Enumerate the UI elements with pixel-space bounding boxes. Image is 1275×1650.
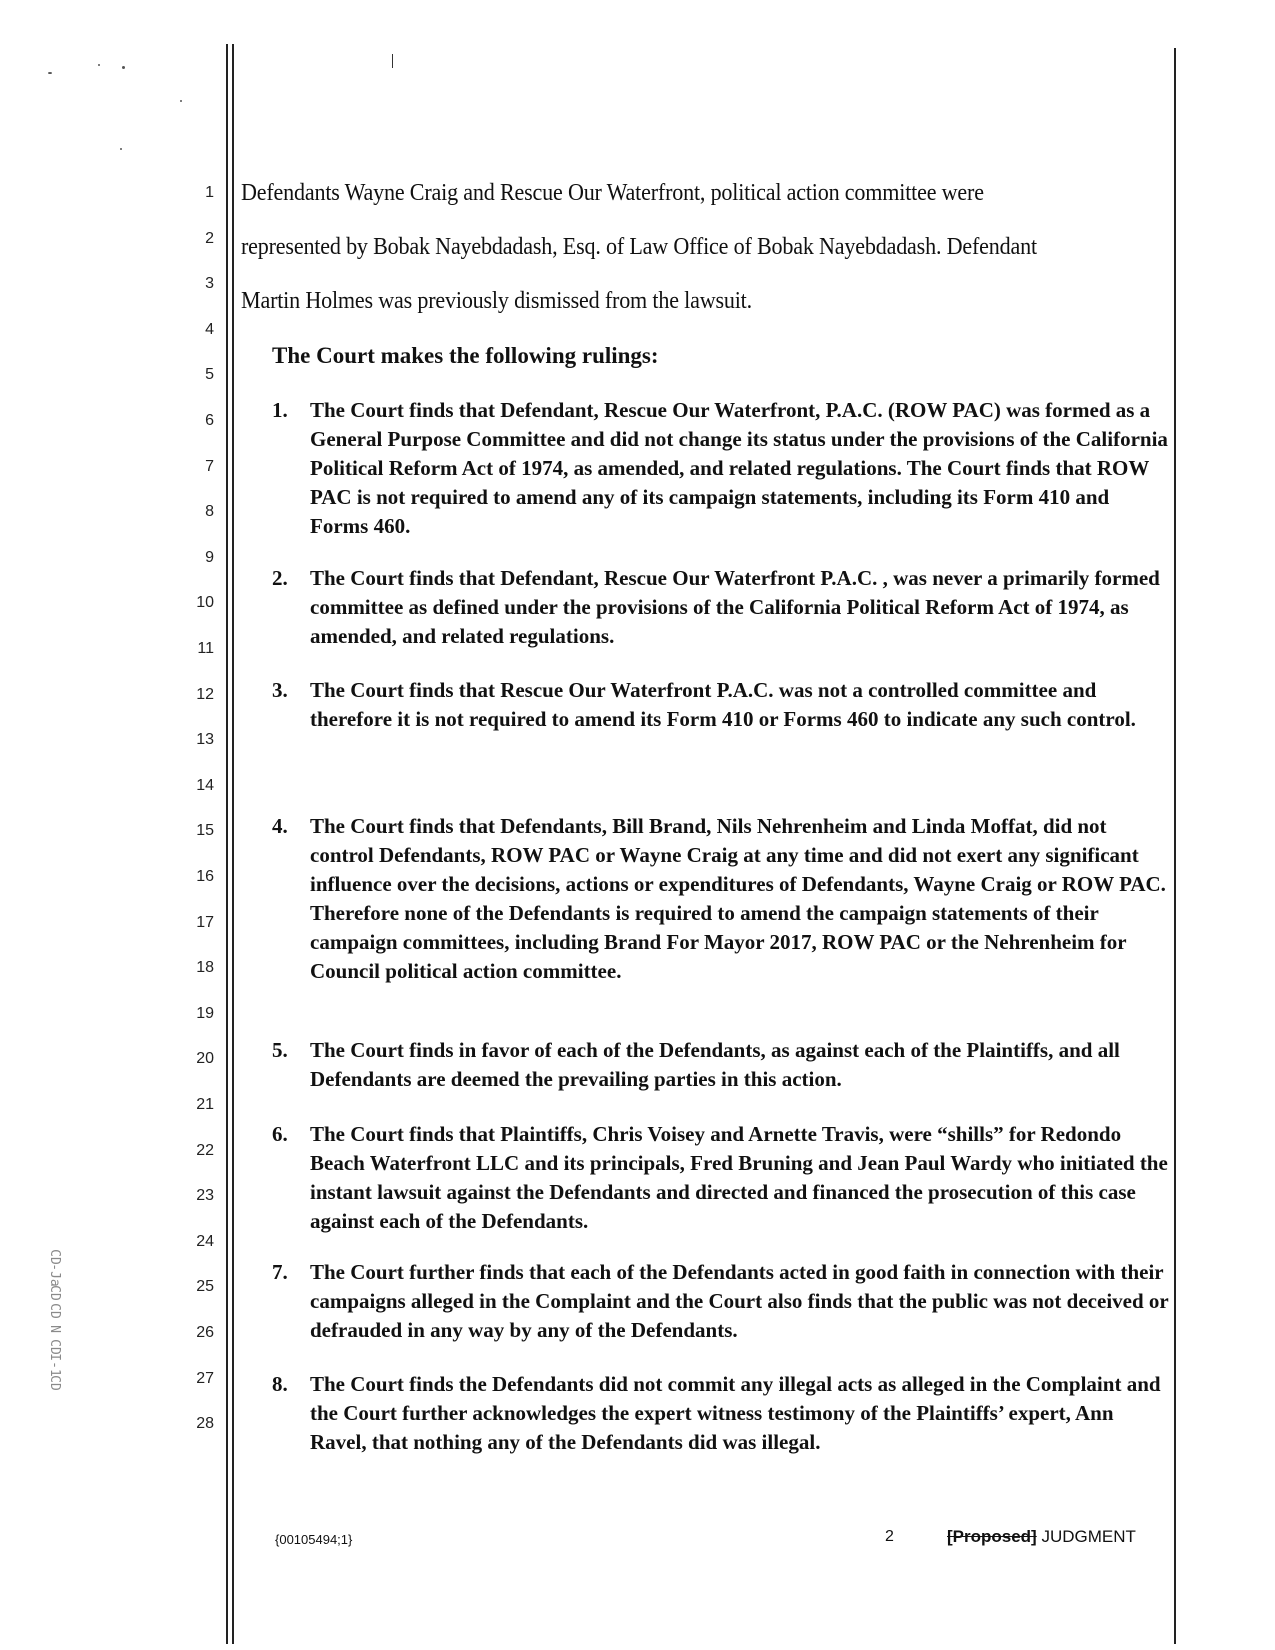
ruling-text: The Court finds the Defendants did not commit any illegal acts as alleged in the Complaint and the Court further acknowledges the expert witness testimony of the Plaintiffs’ expert, Ann Ravel, that nothing any of the Defendants did was illegal.	[310, 1372, 1161, 1454]
line-number: 18	[196, 959, 214, 976]
line-number: 28	[196, 1415, 214, 1432]
intro-line: Defendants Wayne Craig and Rescue Our Waterfront, political action committee were	[241, 180, 984, 206]
ruling-text: The Court finds that Rescue Our Waterfront P.A.C. was not a controlled committee and therefore it is not required to amend its Form 410 or Forms 460 to indicate any such control.	[310, 678, 1136, 731]
ruling-number: 7.	[272, 1260, 288, 1284]
line-number: 25	[196, 1278, 214, 1295]
document-id: {00105494;1}	[275, 1532, 353, 1547]
line-number: 16	[196, 868, 214, 885]
ruling-8	[272, 1370, 1172, 1457]
line-number: 1	[205, 184, 214, 201]
ruling-number: 4.	[272, 814, 288, 838]
line-number: 9	[205, 549, 214, 566]
ruling-text: The Court finds that Defendants, Bill Brand, Nils Nehrenheim and Linda Moffat, did not control Defendants, ROW PAC or Wayne Craig at any time and did not exert any significant influence over the decisions, actions or expenditures of Defendants, Wayne Craig or ROW PAC. Therefore none of the Defendants is required to amend the campaign statements of their campaign committees, including Brand For Mayor 2017, ROW PAC or the Nehrenheim for Council political action committee.	[310, 814, 1166, 983]
left-margin-rule-inner	[232, 44, 234, 1644]
intro-paragraph	[241, 166, 1097, 328]
line-number: 13	[196, 731, 214, 748]
line-number: 23	[196, 1187, 214, 1204]
ruling-text: The Court finds that Plaintiffs, Chris Voisey and Arnette Travis, were “shills” for Redondo Beach Waterfront LLC and its principals, Fred Bruning and Jean Paul Wardy who initiated the instant lawsuit against the Defendants and directed and financed the prosecution of this case against each of the Defendants.	[310, 1122, 1168, 1233]
line-number: 3	[205, 275, 214, 292]
ruling-text: The Court finds that Defendant, Rescue Our Waterfront, P.A.C. (ROW PAC) was formed as a General Purpose Committee and did not change its status under the provisions of the California Political Reform Act of 1974, as amended, and related regulations. The Court finds that ROW PAC is not required to amend any of its campaign statements, including its Form 410 and Forms 460.	[310, 398, 1168, 538]
scan-speck	[120, 148, 122, 150]
ruling-text: The Court finds in favor of each of the Defendants, as against each of the Plaintiffs, and all Defendants are deemed the prevailing parties in this action.	[310, 1038, 1120, 1091]
stamp-glyph: I-1	[47, 1353, 62, 1377]
line-number: 22	[196, 1142, 214, 1159]
ruling-1	[272, 396, 1172, 541]
stamp-glyph: N	[47, 1325, 62, 1333]
line-number: 19	[196, 1005, 214, 1022]
right-margin-rule	[1174, 48, 1176, 1644]
left-margin-rule	[226, 44, 228, 1644]
scan-speck	[48, 72, 52, 74]
struck-proposed-label: [Proposed]	[947, 1527, 1037, 1546]
ruling-7	[272, 1258, 1172, 1345]
line-number: 6	[205, 412, 214, 429]
ruling-number: 5.	[272, 1038, 288, 1062]
intro-line: represented by Bobak Nayebdadash, Esq. of Law Office of Bobak Nayebdadash. Defendant	[241, 234, 1037, 260]
stamp-glyph: CD	[47, 1339, 62, 1355]
ruling-number: 2.	[272, 566, 288, 590]
ruling-number: 6.	[272, 1122, 288, 1146]
line-number: 4	[205, 321, 214, 338]
stamp-glyph: CD	[47, 1303, 62, 1319]
stamp-glyph: -Ja	[47, 1263, 62, 1287]
line-number: 24	[196, 1233, 214, 1250]
line-number: 12	[196, 686, 214, 703]
line-number: 5	[205, 366, 214, 383]
line-number: 15	[196, 822, 214, 839]
ruling-6	[272, 1120, 1172, 1236]
scan-speck	[122, 66, 125, 69]
line-number: 8	[205, 503, 214, 520]
line-number: 7	[205, 458, 214, 475]
ruling-text: The Court finds that Defendant, Rescue Our Waterfront P.A.C. , was never a primarily formed committee as defined under the provisions of the California Political Reform Act of 1974, as amended, and related regulations.	[310, 566, 1160, 648]
line-number: 2	[205, 230, 214, 247]
line-number: 21	[196, 1096, 214, 1113]
line-number: 20	[196, 1050, 214, 1067]
rulings-heading: The Court makes the following rulings:	[272, 343, 659, 368]
document-title	[947, 1527, 1136, 1547]
ruling-5	[272, 1036, 1172, 1094]
line-number: 17	[196, 914, 214, 931]
judgment-label: JUDGMENT	[1041, 1527, 1136, 1546]
scan-speck	[180, 100, 182, 102]
ruling-2	[272, 564, 1172, 651]
line-number: 14	[196, 777, 214, 794]
scan-mark	[392, 54, 393, 68]
ruling-3	[272, 676, 1172, 734]
line-number: 27	[196, 1370, 214, 1387]
ruling-number: 8.	[272, 1372, 288, 1396]
intro-line: Martin Holmes was previously dismissed from the lawsuit.	[241, 288, 752, 314]
side-stamp	[30, 1248, 78, 1408]
ruling-number: 3.	[272, 678, 288, 702]
line-number: 10	[196, 594, 214, 611]
line-number: 11	[197, 640, 214, 657]
page-number: 2	[885, 1528, 894, 1545]
ruling-4	[272, 812, 1172, 986]
line-number: 26	[196, 1324, 214, 1341]
stamp-glyph: CD	[47, 1249, 62, 1265]
scan-speck	[98, 64, 100, 66]
stamp-glyph: CD	[47, 1285, 62, 1301]
ruling-number: 1.	[272, 398, 288, 422]
ruling-text: The Court further finds that each of the Defendants acted in good faith in connection with their campaigns alleged in the Complaint and the Court also finds that the public was not deceived or defrauded in any way by any of the Defendants.	[310, 1260, 1169, 1342]
stamp-glyph: CD	[47, 1375, 62, 1391]
